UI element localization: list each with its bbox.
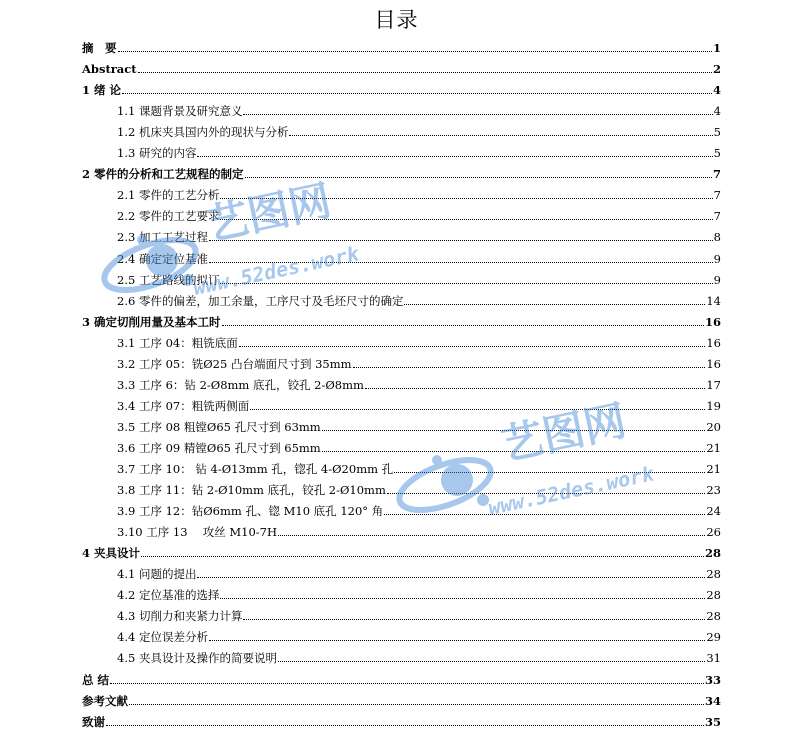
toc-leader-dots xyxy=(110,683,704,684)
toc-entry[interactable] xyxy=(82,712,721,730)
toc-entry-page: 29 xyxy=(706,630,721,645)
toc-leader-dots xyxy=(384,514,705,515)
toc-leader-dots xyxy=(243,114,712,115)
toc-leader-dots xyxy=(220,198,712,199)
toc-entry[interactable] xyxy=(117,438,721,456)
toc-entry-label: 3 确定切削用量及基本工时 xyxy=(82,314,221,329)
toc-entry-label: 4.1 问题的提出 xyxy=(117,567,197,582)
toc-entry-label: 1 绪 论 xyxy=(82,83,122,98)
toc-entry-page: 8 xyxy=(713,230,721,245)
toc-entry-label: 1.3 研究的内容 xyxy=(117,146,197,161)
toc-entry-label: 3.7 工序 10： 钻 4-Ø13mm 孔，锪孔 4-Ø20mm 孔 xyxy=(117,462,394,476)
toc-entry-label: 4.4 定位误差分析 xyxy=(117,630,208,645)
toc-entry-label: 2.3 加工工艺过程 xyxy=(117,230,208,245)
toc-entry-page: 28 xyxy=(704,546,721,561)
toc-entry-label: 参考文献 xyxy=(82,693,128,708)
toc-leader-dots xyxy=(209,262,713,263)
toc-leader-dots xyxy=(141,556,704,557)
toc-entry-page: 9 xyxy=(713,272,721,287)
toc-entry-page: 7 xyxy=(713,188,721,203)
toc-leader-dots xyxy=(365,388,705,389)
toc-entry-page: 19 xyxy=(706,398,721,413)
toc-leader-dots xyxy=(220,219,712,220)
toc-entry-label: 2.4 确定定位基准 xyxy=(117,251,208,266)
toc-entry-page: 26 xyxy=(706,525,721,540)
toc-leader-dots xyxy=(322,430,706,431)
toc-entry-label: 3.6 工序 09 精镗Ø65 孔尺寸到 65mm xyxy=(117,440,321,455)
toc-entry-label: 3.5 工序 08 粗镗Ø65 孔尺寸到 63mm xyxy=(117,419,321,434)
toc-entry-label: 1.2 机床夹具国内外的现状与分析 xyxy=(117,125,289,140)
toc-entry[interactable] xyxy=(82,543,721,561)
watermark-site: www.52des.work xyxy=(191,241,361,300)
toc-leader-dots xyxy=(138,72,712,73)
toc-entry-page: 4 xyxy=(713,104,721,119)
toc-entry-page: 16 xyxy=(704,314,721,329)
toc-entry-page: 7 xyxy=(712,167,721,182)
toc-entry-label: 2.2 零件的工艺要求 xyxy=(117,209,220,224)
toc-entry[interactable] xyxy=(82,38,721,56)
toc-leader-dots xyxy=(197,577,705,578)
toc-leader-dots xyxy=(394,472,705,473)
toc-entry-page: 23 xyxy=(706,483,721,498)
toc-entry[interactable] xyxy=(117,564,721,582)
toc-entry[interactable] xyxy=(82,691,721,709)
toc-entry-label: 3.4 工序 07：粗铣两侧面 xyxy=(117,398,250,413)
toc-entry-page: 20 xyxy=(706,419,721,434)
toc-entry-label: 2.5 工艺路线的拟订 xyxy=(117,272,220,287)
toc-entry-label: 3.2 工序 05：铣Ø25 凸台端面尺寸到 35mm xyxy=(117,356,352,371)
toc-entry[interactable] xyxy=(117,333,721,351)
toc-entry[interactable] xyxy=(117,648,721,666)
toc-entry[interactable] xyxy=(117,375,721,393)
toc-entry-page: 24 xyxy=(706,504,721,519)
page-title: 目录 xyxy=(374,8,419,32)
toc-leader-dots xyxy=(289,135,712,136)
toc-entry-label: 4 夹具设计 xyxy=(82,546,141,561)
toc-entry[interactable] xyxy=(117,396,721,414)
toc-leader-dots xyxy=(209,240,713,241)
toc-entry-page: 35 xyxy=(704,714,721,729)
toc-entry[interactable] xyxy=(117,627,721,645)
toc-entry[interactable] xyxy=(82,80,721,98)
toc-entry[interactable] xyxy=(117,459,721,477)
toc-leader-dots xyxy=(222,325,704,326)
toc-entry[interactable] xyxy=(117,585,721,603)
toc-leader-dots xyxy=(278,535,705,536)
toc-entry-label: 2.1 零件的工艺分析 xyxy=(117,188,220,203)
toc-entry[interactable] xyxy=(117,227,721,245)
toc-entry-page: 33 xyxy=(704,672,721,687)
toc-entry-page: 16 xyxy=(706,356,721,371)
toc-entry[interactable] xyxy=(117,606,721,624)
toc-entry-page: 28 xyxy=(706,588,721,603)
toc-leader-dots xyxy=(404,304,705,305)
toc-entry[interactable] xyxy=(117,101,721,119)
toc-entry-label: 4.3 切削力和夹紧力计算 xyxy=(117,609,243,624)
toc-leader-dots xyxy=(353,367,706,368)
toc-entry-label: 3.10 工序 13 攻丝 M10-7H xyxy=(117,525,277,540)
watermark-brand: 艺图网 xyxy=(201,175,336,250)
toc-entry[interactable] xyxy=(117,122,721,140)
toc-entry[interactable] xyxy=(117,143,721,161)
toc-entry-page: 9 xyxy=(713,251,721,266)
toc-entry-page: 17 xyxy=(706,377,721,392)
toc-entry-label: 3.9 工序 12：钻Ø6mm 孔、锪 M10 底孔 120° 角 xyxy=(117,504,384,519)
toc-leader-dots xyxy=(245,177,712,178)
toc-entry-page: 4 xyxy=(712,83,721,98)
toc-entry[interactable] xyxy=(117,501,721,519)
toc-entry[interactable] xyxy=(82,312,721,330)
toc-entry-page: 2 xyxy=(712,62,721,77)
toc-leader-dots xyxy=(209,640,705,641)
toc-entry[interactable] xyxy=(117,270,721,288)
toc-entry[interactable] xyxy=(117,522,721,540)
toc-leader-dots xyxy=(197,156,712,157)
toc-leader-dots xyxy=(129,704,704,705)
toc-entry-label: 致谢 xyxy=(82,714,105,729)
toc-entry-page: 21 xyxy=(706,462,721,476)
toc-entry[interactable] xyxy=(117,185,721,203)
toc-entry-label: 摘 要 xyxy=(82,41,117,55)
toc-entry[interactable] xyxy=(82,670,721,688)
toc-entry[interactable] xyxy=(117,206,721,224)
toc-entry-page: 1 xyxy=(712,41,721,55)
toc-entry-label: 1.1 课题背景及研究意义 xyxy=(117,104,243,119)
toc-leader-dots xyxy=(387,493,706,494)
toc-entry[interactable] xyxy=(82,59,721,77)
toc-leader-dots xyxy=(322,451,706,452)
toc-entry-page: 5 xyxy=(713,146,721,161)
toc-leader-dots xyxy=(106,725,704,726)
toc-leader-dots xyxy=(243,619,705,620)
toc-leader-dots xyxy=(278,661,705,662)
toc-leader-dots xyxy=(122,93,712,94)
toc-entry-label: 2.6 零件的偏差，加工余量，工序尺寸及毛坯尺寸的确定 xyxy=(117,293,404,308)
toc-entry-page: 28 xyxy=(706,567,721,582)
toc-entry[interactable] xyxy=(117,480,721,498)
toc-leader-dots xyxy=(250,409,705,410)
toc-entry-page: 16 xyxy=(706,335,721,350)
toc-entry-label: 4.2 定位基准的选择 xyxy=(117,588,220,603)
toc-leader-dots xyxy=(220,598,705,599)
toc-entry[interactable] xyxy=(117,417,721,435)
toc-entry[interactable] xyxy=(82,164,721,182)
toc-entry[interactable] xyxy=(117,354,721,372)
toc-entry-page: 34 xyxy=(704,693,721,708)
toc-leader-dots xyxy=(118,51,712,52)
toc-entry-label: 4.5 夹具设计及操作的简要说明 xyxy=(117,651,277,666)
watermark-site: www.52des.work xyxy=(486,461,656,520)
toc-entry[interactable] xyxy=(117,291,721,309)
toc-entry-page: 14 xyxy=(706,293,721,308)
toc-entry-page: 28 xyxy=(706,609,721,624)
toc-entry-page: 31 xyxy=(706,651,721,666)
toc-entry-page: 5 xyxy=(713,125,721,140)
toc-entry-label: 3.8 工序 11：钻 2-Ø10mm 底孔，铰孔 2-Ø10mm xyxy=(117,483,386,498)
toc-entry-page: 7 xyxy=(713,209,721,224)
toc-entry-label: 总 结 xyxy=(82,672,110,687)
watermark-brand: 艺图网 xyxy=(496,395,631,470)
toc-entry-label: Abstract xyxy=(82,62,137,77)
toc-entry[interactable] xyxy=(117,249,721,267)
toc-entry-label: 3.3 工序 6：钻 2-Ø8mm 底孔，铰孔 2-Ø8mm xyxy=(117,377,364,392)
toc-entry-label: 3.1 工序 04：粗铣底面 xyxy=(117,335,238,350)
toc-entry-label: 2 零件的分析和工艺规程的制定 xyxy=(82,167,244,182)
toc-entry-page: 21 xyxy=(706,440,721,455)
toc-leader-dots xyxy=(239,346,706,347)
toc-leader-dots xyxy=(220,283,712,284)
